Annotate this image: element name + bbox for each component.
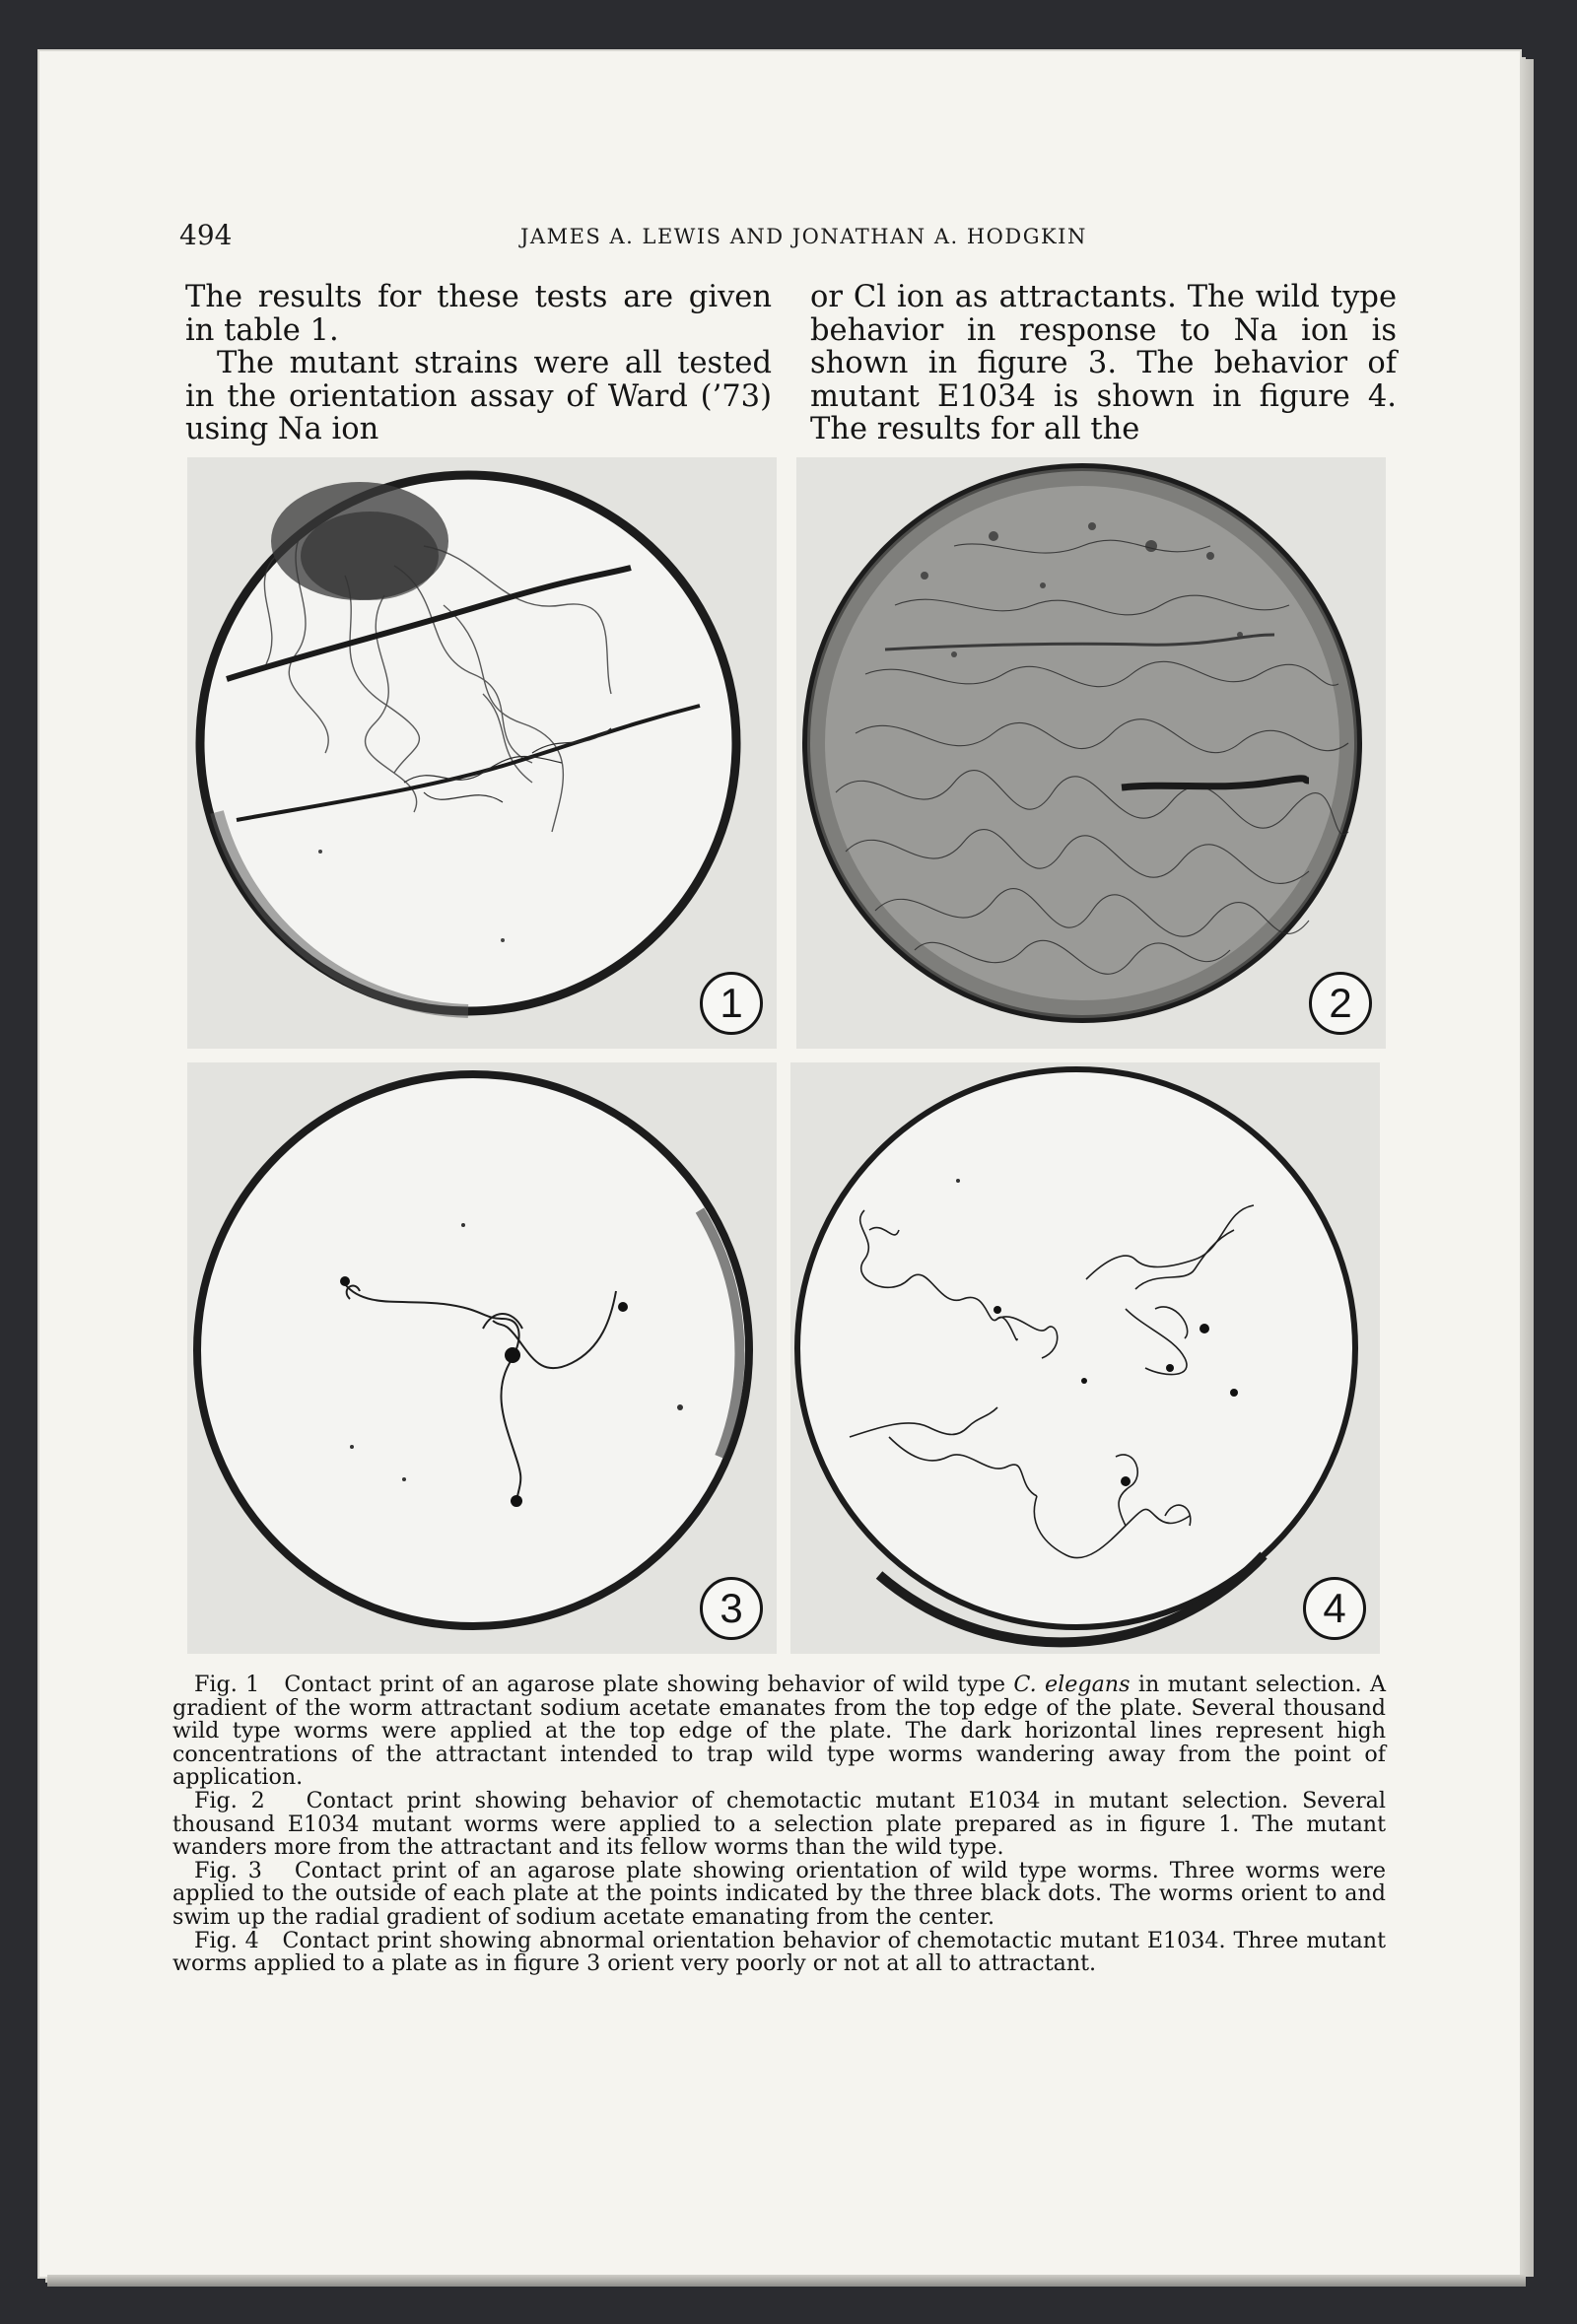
figure-3-image	[187, 1062, 777, 1654]
figure-number-badge: 1	[700, 972, 763, 1035]
figure-4-plate-photo	[790, 1062, 1380, 1654]
caption-label: Fig. 2	[194, 1787, 265, 1813]
caption-text: in mutant selection. A gradient of the worm attractant sodium acetate emanates from the top edge of the plate. Several thousand wild type worms were applied at the top edge of the plate. The dark horizontal lines represent high concentrations of the attractant intended to trap wild type worms wandering away from the point of application.	[172, 1672, 1386, 1791]
body-column-right	[810, 281, 1397, 446]
page-number: 494	[179, 219, 233, 251]
figure-1-plate-photo	[187, 457, 777, 1049]
caption-species-name: C. elegans	[1013, 1672, 1131, 1697]
caption-fig-1	[172, 1674, 1386, 1790]
caption-text: Contact print showing behavior of chemotactic mutant E1034 in mutant selection. Several thousand E1034 mutant worms were applied to a selection plate prepared as in figure 1. The mutant wanders more from the attractant and its fellow worms than the wild type.	[172, 1787, 1386, 1861]
body-paragraph: The results for these tests are given in table 1.	[185, 280, 772, 348]
figure-3-plate-photo	[187, 1062, 777, 1654]
caption-fig-3	[172, 1857, 1386, 1930]
figure-captions	[172, 1674, 1386, 1976]
running-header-authors: JAMES A. LEWIS AND JONATHAN A. HODGKIN	[520, 225, 1087, 248]
body-paragraph: The mutant strains were all tested in the orientation assay of Ward (’73) using Na ion	[185, 346, 772, 446]
caption-fig-4	[172, 1927, 1386, 1977]
figure-2-plate-photo	[796, 457, 1386, 1049]
body-column-left	[185, 281, 772, 446]
figure-number-badge: 3	[700, 1577, 763, 1640]
figure-number-badge: 4	[1303, 1577, 1366, 1640]
page-edge-right	[1520, 59, 1534, 2277]
caption-text: Contact print of an agarose plate showing behavior of wild type	[284, 1672, 1014, 1697]
figure-number-badge: 2	[1309, 972, 1372, 1035]
caption-label: Fig. 1	[194, 1672, 260, 1697]
figure-2-image	[796, 457, 1386, 1049]
caption-label: Fig. 4	[194, 1927, 259, 1953]
caption-text: Contact print of an agarose plate showing orientation of wild type worms. Three worms were applied to the outside of each plate at the points indicated by the three black dots. The worms orient to and swim up the radial gradient of sodium acetate emanating from the center.	[172, 1857, 1386, 1930]
caption-fig-2	[172, 1787, 1386, 1861]
caption-label: Fig. 3	[194, 1857, 262, 1883]
figure-1-image	[187, 457, 777, 1049]
page-edge-bottom	[47, 2275, 1526, 2287]
body-paragraph: or Cl ion as attractants. The wild type behavior in response to Na ion is shown in figure 3. The behavior of mutant E1034 is shown in figure 4. The results for all the	[810, 280, 1397, 446]
figure-4-image	[790, 1062, 1380, 1654]
caption-text: Contact print showing abnormal orientation behavior of chemotactic mutant E1034. Three mutant worms applied to a plate as in figure 3 orient very poorly or not at all to attractant.	[172, 1927, 1386, 1977]
